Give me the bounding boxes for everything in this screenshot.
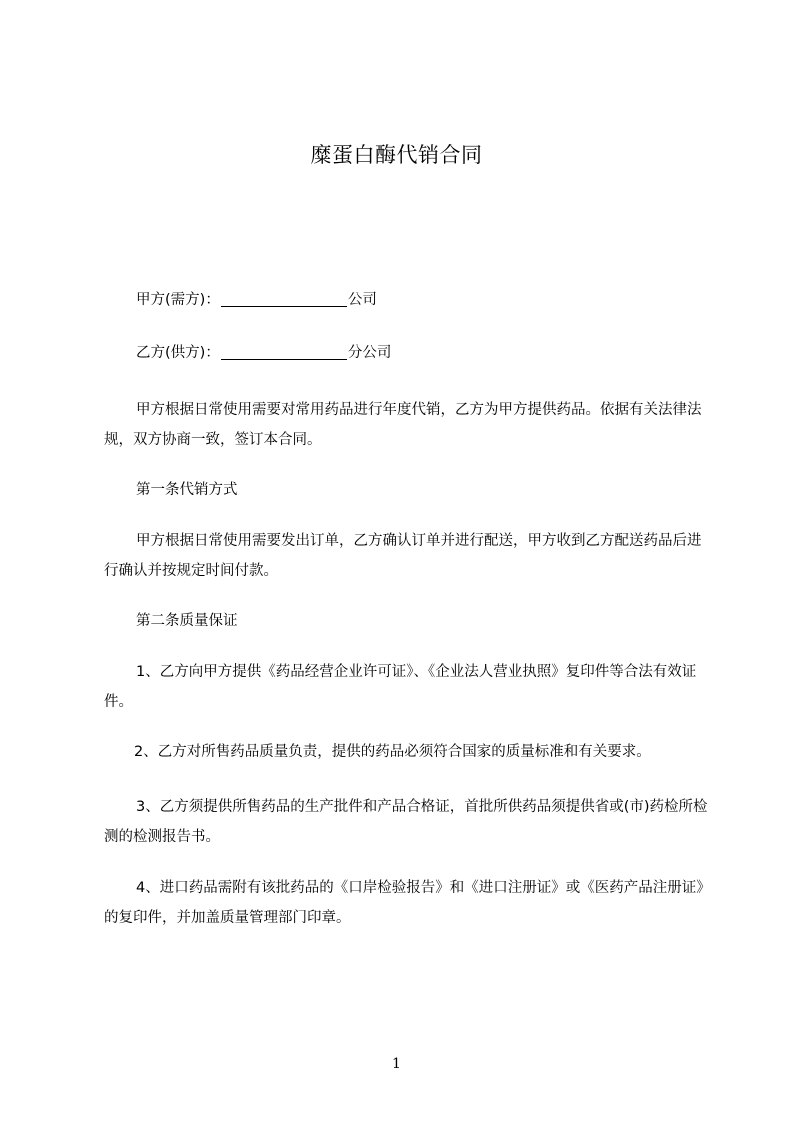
article2-item-1 bbox=[104, 657, 714, 717]
article2-item-text: 1、乙方向甲方提供《药品经营企业许可证》、《企业法人营业执照》复印件等合法有效证件。 bbox=[104, 664, 697, 710]
party-b-suffix: 分公司 bbox=[347, 345, 392, 361]
page-number: 1 bbox=[392, 1056, 401, 1072]
intro-text: 甲方根据日常使用需要对常用药品进行年度代销，乙方为甲方提供药品。依据有关法律法规，双方协商一致，签订本合同。 bbox=[104, 402, 702, 448]
article2-heading: 第二条质量保证 bbox=[136, 613, 238, 629]
intro-paragraph bbox=[104, 395, 714, 455]
document-title: 糜蛋白酶代销合同 bbox=[310, 143, 483, 167]
party-b-line bbox=[136, 343, 391, 363]
party-a-suffix: 公司 bbox=[347, 292, 377, 308]
party-b-label: 乙方(供方)： bbox=[136, 345, 220, 361]
party-b-blank-field[interactable] bbox=[221, 345, 347, 360]
party-a-line bbox=[136, 290, 377, 310]
article1-heading: 第一条代销方式 bbox=[136, 482, 238, 498]
article2-item-2 bbox=[104, 737, 714, 767]
article1-paragraph bbox=[104, 526, 714, 586]
article2-item-3 bbox=[104, 792, 714, 852]
party-a-blank-field[interactable] bbox=[221, 292, 347, 307]
article2-item-text: 2、乙方对所售药品质量负责，提供的药品必须符合国家的质量标准和有关要求。 bbox=[134, 744, 651, 760]
article2-item-4 bbox=[104, 873, 714, 933]
article1-text: 甲方根据日常使用需要发出订单，乙方确认订单并进行配送，甲方收到乙方配送药品后进行确认并按规定时间付款。 bbox=[104, 533, 702, 579]
party-a-label: 甲方(需方)： bbox=[136, 292, 220, 308]
article2-item-text: 3、乙方须提供所售药品的生产批件和产品合格证，首批所供药品须提供省或(市)药检所检测的检测报告书。 bbox=[104, 799, 708, 845]
article2-item-text: 4、进口药品需附有该批药品的《口岸检验报告》和《进口注册证》或《医药产品注册证》的复印件，并加盖质量管理部门印章。 bbox=[104, 880, 711, 926]
